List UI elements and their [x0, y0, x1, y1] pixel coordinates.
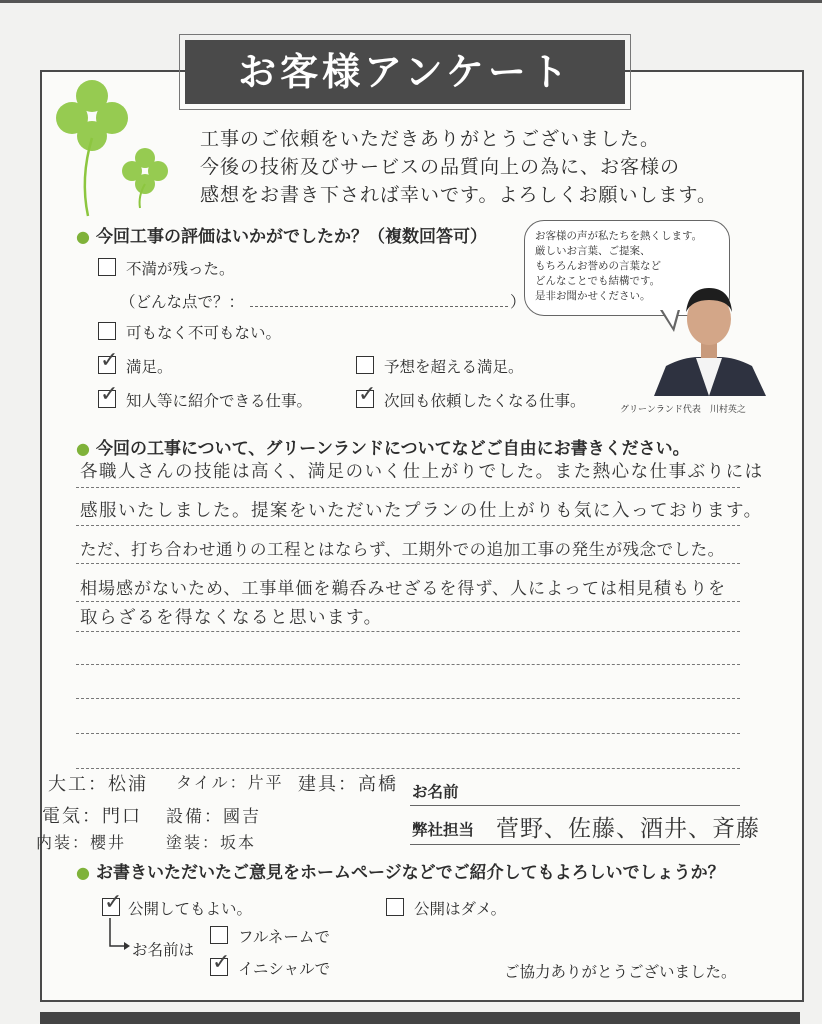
option-satisfied: 満足。 — [126, 358, 173, 376]
handwritten-comment-line: 相場感がないため、工事単価を鵜呑みせざるを得ず、人によっては相見積もりを — [80, 579, 726, 599]
handwritten-craftsman: 電気：門口 — [42, 806, 142, 827]
bubble-line: もちろんお誉めの言葉など — [535, 260, 661, 272]
bubble-line: どんなことでも結構です。 — [535, 275, 661, 287]
write-line — [76, 487, 740, 488]
option-publish-ng: 公開はダメ。 — [414, 900, 507, 918]
option-initials: イニシャルで — [238, 960, 331, 978]
question-1-heading — [76, 222, 487, 247]
option-full-name: フルネームで — [238, 928, 330, 946]
checkbox-neutral[interactable] — [98, 322, 116, 340]
check-mark-icon: ✓ — [100, 382, 119, 407]
question-2-heading — [76, 434, 690, 459]
write-line — [76, 733, 740, 734]
write-line — [76, 631, 740, 632]
intro-line: 今後の技術及びサービスの品質向上の為に、お客様の — [200, 156, 681, 178]
handwritten-comment-line: 取らざるを得なくなると思います。 — [80, 608, 383, 628]
top-border — [0, 0, 822, 3]
handwritten-craftsman: 塗装：坂本 — [166, 833, 257, 852]
option-recommendable: 知人等に紹介できる仕事。 — [126, 392, 313, 410]
handwritten-craftsman: タイル：片平 — [176, 773, 284, 792]
bullet-icon: ● — [76, 863, 90, 882]
write-line — [76, 525, 740, 526]
question-1-text: 今回工事の評価はいかがでしたか？（複数回答可） — [95, 227, 487, 247]
footer-thanks: ご協力ありがとうございました。 — [504, 963, 737, 981]
question-3-text: お書きいただいたご意見をホームページなどでご紹介してもよろしいでしょうか？ — [95, 863, 725, 883]
bullet-icon: ● — [76, 439, 90, 458]
handwritten-comment-line: 各職人さんの技能は高く、満足のいく仕上がりでした。また熱心な仕事ぶりには — [80, 462, 764, 482]
option-neutral: 可もなく不可もない。 — [126, 324, 282, 342]
detail-close: ） — [510, 293, 526, 311]
handwritten-craftsman: 内装：櫻井 — [36, 833, 127, 852]
write-line — [76, 768, 740, 769]
option-beyond-expectation: 予想を超える満足。 — [384, 358, 524, 376]
check-mark-icon: ✓ — [100, 348, 119, 373]
write-line — [76, 601, 740, 602]
handwritten-craftsman: 設備：國吉 — [166, 807, 261, 827]
name-line[interactable] — [410, 805, 740, 806]
name-format-label: お名前は — [132, 941, 195, 959]
bubble-line: 厳しいお言葉、ご提案、 — [535, 245, 651, 257]
bubble-line: お客様の声が私たちを熱くします。 — [535, 230, 703, 242]
page-title: お客様アンケート — [185, 40, 625, 104]
detail-input-line[interactable] — [250, 306, 508, 307]
detail-open: （どんな点で？： — [120, 293, 245, 311]
intro-line: 工事のご依頼をいただきありがとうございました。 — [200, 128, 661, 150]
handwritten-craftsman: 建具：高橋 — [298, 774, 398, 795]
checkbox-publish-ng[interactable] — [386, 898, 404, 916]
checkbox-full-name[interactable] — [210, 926, 228, 944]
checkbox-dissatisfied[interactable] — [98, 258, 116, 276]
intro-line: 感想をお書き下されば幸いです。よろしくお願いします。 — [200, 184, 717, 206]
clover-decoration — [50, 78, 180, 218]
bullet-icon: ● — [76, 227, 90, 246]
handwritten-craftsman: 大工：松浦 — [48, 774, 148, 795]
write-line — [76, 664, 740, 665]
name-label: お名前 — [412, 783, 459, 801]
staff-line — [410, 844, 740, 845]
representative-caption: グリーンランド代表 川村英之 — [620, 405, 746, 415]
write-line — [76, 698, 740, 699]
check-mark-icon: ✓ — [104, 890, 123, 915]
option-publish-ok: 公開してもよい。 — [128, 900, 253, 918]
handwritten-comment-line: 感服いたしました。提案をいただいたプランの仕上がりも気に入っております。 — [80, 501, 763, 521]
check-mark-icon: ✓ — [358, 382, 377, 407]
option-dissatisfied: 不満が残った。 — [126, 260, 235, 278]
question-2-text: 今回の工事について、グリーンランドについてなどご自由にお書きください。 — [95, 439, 690, 459]
write-line — [76, 563, 740, 564]
bottom-border — [40, 1012, 800, 1024]
check-mark-icon: ✓ — [212, 950, 231, 975]
representative-photo — [644, 274, 774, 396]
question-3-heading — [76, 858, 725, 883]
handwritten-comment-line: ただ、打ち合わせ通りの工程とはならず、工期外での追加工事の発生が残念でした。 — [80, 540, 725, 559]
checkbox-beyond-expectation[interactable] — [356, 356, 374, 374]
staff-label: 弊社担当 — [412, 821, 475, 839]
bubble-line: 是非お聞かせください。 — [535, 290, 651, 302]
staff-names-handwritten: 菅野、佐藤、酒井、斉藤 — [496, 816, 760, 842]
option-request-again: 次回も依頼したくなる仕事。 — [384, 392, 586, 410]
